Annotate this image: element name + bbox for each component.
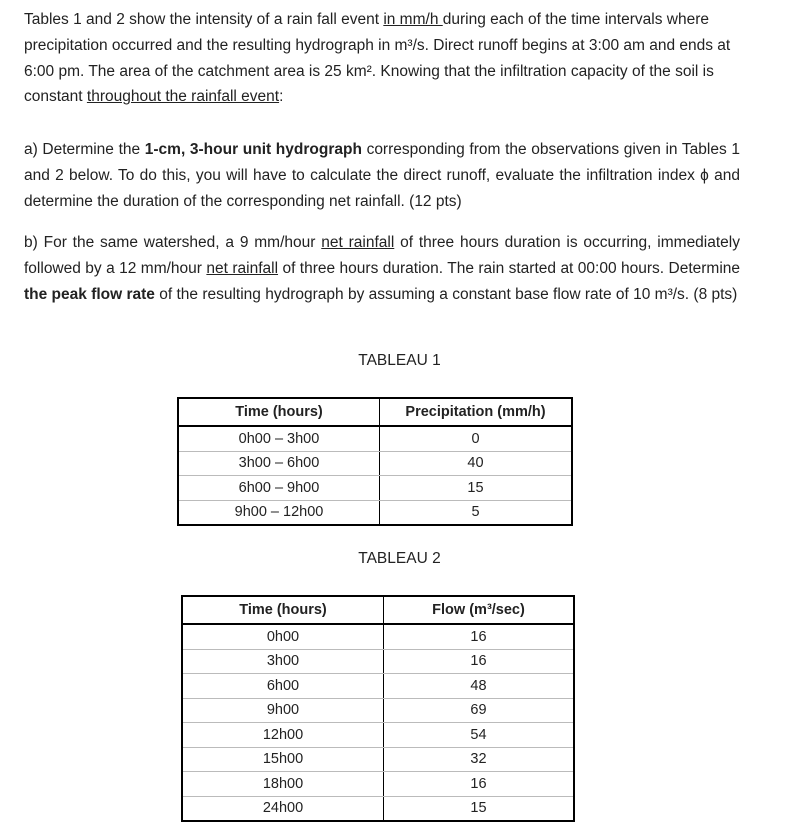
table-row	[182, 698, 574, 723]
table2-time-cell: 15h00	[182, 747, 384, 772]
table1-time-cell: 0h00 – 3h00	[178, 426, 380, 451]
table2-value-cell: 15	[470, 800, 487, 817]
table-row	[182, 747, 574, 772]
table1-header-time: Time (hours)	[178, 398, 380, 426]
table-row	[182, 649, 574, 674]
table-row	[178, 451, 572, 476]
table2-time-cell: 24h00	[182, 796, 384, 821]
table2-value-cell: 54	[384, 723, 575, 748]
table2-time-cell: 0h00	[182, 624, 384, 649]
table2-time-cell: 18h00	[182, 772, 384, 797]
question-a	[24, 137, 740, 214]
table1-value-cell: 0	[380, 426, 573, 451]
table1-time-cell: 6h00 – 9h00	[178, 476, 380, 501]
table2-value-cell: 69	[384, 698, 575, 723]
table2-value-cell: 16	[384, 772, 575, 797]
intro-end: :	[279, 88, 284, 106]
table2-header-time: Time (hours)	[182, 596, 384, 624]
table-row	[182, 796, 574, 821]
table-row	[182, 723, 574, 748]
question-a-text-2: corresponding from the observations given in Tables 1 and 2 below. To do this, you will have to calculate the direct runoff, evaluate the infiltration index ϕ and determine the duration of the corresponding net rainfall. (12 pts)	[24, 141, 740, 210]
table2	[181, 595, 575, 822]
table-row	[178, 476, 572, 501]
table1-value-cell: 5	[471, 504, 480, 521]
table2-time-cell: 12h00	[182, 723, 384, 748]
question-b-text-2: of three hours duration is occurring, immediately followed by a 12 mm/hour	[24, 234, 740, 277]
table1-time-cell: 9h00 – 12h00	[178, 500, 380, 525]
question-b-underlined-1: net rainfall	[321, 234, 395, 251]
table2-time-cell: 6h00	[182, 674, 384, 699]
intro-paragraph	[24, 7, 740, 110]
question-b-bold: the peak flow rate	[24, 285, 155, 303]
table1-value-cell: 15	[380, 476, 573, 501]
intro-text-1: Tables 1 and 2 show the intensity of a rain fall event	[24, 11, 384, 28]
table-row	[178, 426, 572, 451]
intro-unit-underlined: in mm/h	[383, 11, 443, 28]
question-b-text-3: of three hours duration. The rain started at 00:00 hours. Determine	[278, 259, 741, 277]
table2-caption: TABLEAU 2	[358, 550, 441, 567]
question-b-text-1: b) For the same watershed, a 9 mm/hour	[24, 234, 322, 251]
question-b-text-4: of the resulting hydrograph by assuming a constant base flow rate of 10 m³/s. (8 pts)	[154, 285, 738, 303]
table2-header-row	[182, 596, 574, 624]
question-b	[24, 230, 740, 307]
question-a-bold: 1-cm, 3-hour unit hydrograph	[144, 141, 362, 158]
table-row	[182, 674, 574, 699]
table1-time-cell: 3h00 – 6h00	[178, 451, 380, 476]
table1-value-cell: 40	[380, 451, 573, 476]
table2-time-cell: 9h00	[182, 698, 384, 723]
table2-value-cell: 48	[384, 674, 575, 699]
table1	[177, 397, 573, 526]
table-row	[182, 772, 574, 797]
question-a-text-1: a) Determine the	[24, 141, 145, 158]
table1-caption: TABLEAU 1	[358, 352, 441, 369]
table-row	[182, 624, 574, 649]
table2-value-cell: 32	[384, 747, 575, 772]
table2-value-cell: 16	[384, 624, 575, 649]
intro-text-2: during each of the time intervals where precipitation occurred and the resulting hydrograph in m³/s. Direct runoff begins at 3:00 am and ends at 6:00 pm. The area of the catchment area is 25 km². Knowing that the infiltration capacity of the soil is constant	[24, 11, 731, 106]
table2-value-cell: 16	[384, 649, 575, 674]
table1-header-row	[178, 398, 572, 426]
table2-time-cell: 3h00	[182, 649, 384, 674]
table1-header-precip: Precipitation (mm/h)	[380, 398, 573, 426]
question-b-underlined-2: net rainfall	[206, 259, 279, 277]
table-row	[178, 500, 572, 525]
table2-header-flow: Flow (m³/sec)	[384, 596, 575, 624]
intro-underlined-end: throughout the rainfall event	[86, 88, 280, 106]
